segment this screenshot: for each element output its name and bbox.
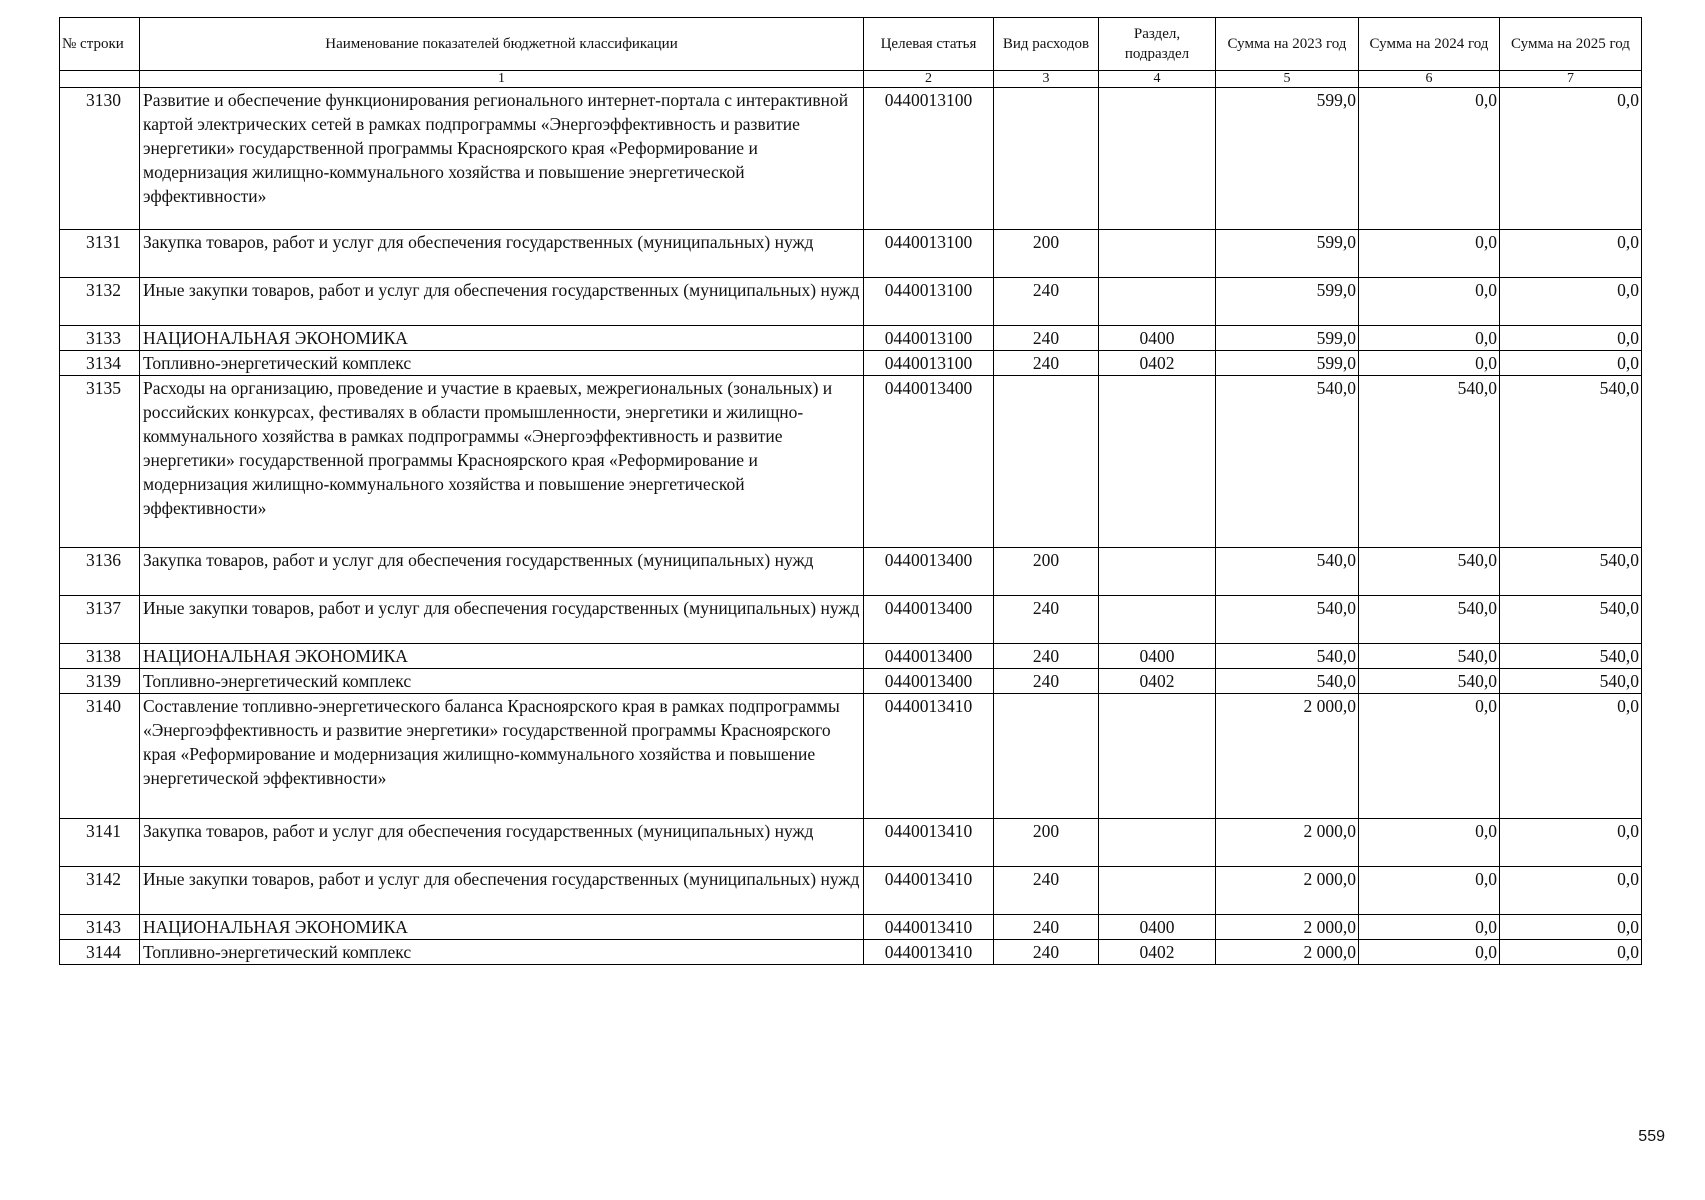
row-sum-2024: 0,0	[1359, 819, 1500, 867]
table-row	[60, 915, 1642, 940]
row-expense-type: 240	[994, 351, 1099, 376]
row-expense-type	[994, 694, 1099, 819]
row-section-code	[1099, 230, 1216, 278]
row-sum-2024: 0,0	[1359, 867, 1500, 915]
row-sum-2023: 2 000,0	[1216, 867, 1359, 915]
header-target: Целевая статья	[864, 18, 994, 71]
row-number: 3138	[60, 644, 140, 669]
row-expense-type: 240	[994, 278, 1099, 326]
row-expense-type: 240	[994, 644, 1099, 669]
row-number: 3137	[60, 596, 140, 644]
row-target-code: 0440013410	[864, 694, 994, 819]
table-row	[60, 669, 1642, 694]
column-number: 6	[1359, 71, 1500, 88]
row-sum-2023: 2 000,0	[1216, 940, 1359, 965]
column-number	[60, 71, 140, 88]
row-sum-2024: 540,0	[1359, 596, 1500, 644]
row-name: НАЦИОНАЛЬНАЯ ЭКОНОМИКА	[140, 326, 864, 351]
table-row	[60, 278, 1642, 326]
row-target-code: 0440013100	[864, 351, 994, 376]
row-number: 3135	[60, 376, 140, 548]
table-row	[60, 88, 1642, 230]
row-number: 3142	[60, 867, 140, 915]
header-expense-type: Вид расходов	[994, 18, 1099, 71]
row-number: 3140	[60, 694, 140, 819]
row-sum-2024: 0,0	[1359, 940, 1500, 965]
row-number: 3133	[60, 326, 140, 351]
row-sum-2024: 0,0	[1359, 351, 1500, 376]
row-name: Топливно-энергетический комплекс	[140, 940, 864, 965]
table-row	[60, 351, 1642, 376]
row-sum-2023: 599,0	[1216, 88, 1359, 230]
row-sum-2025: 0,0	[1500, 351, 1642, 376]
row-sum-2024: 0,0	[1359, 278, 1500, 326]
table-row	[60, 867, 1642, 915]
row-expense-type	[994, 376, 1099, 548]
row-name: Составление топливно-энергетического баланса Красноярского края в рамках подпрограммы «Энергоэффективность и развитие энергетики» государственной программы Красноярского края «Реформирование и модернизация жилищно-коммунального хозяйства и повышение энергетической эффективности»	[140, 694, 864, 819]
budget-table	[59, 17, 1642, 965]
header-row	[60, 18, 1642, 71]
row-sum-2025: 0,0	[1500, 915, 1642, 940]
row-number: 3134	[60, 351, 140, 376]
header-sum-2023: Сумма на 2023 год	[1216, 18, 1359, 71]
page-number: 559	[1638, 1128, 1665, 1145]
row-target-code: 0440013400	[864, 669, 994, 694]
row-expense-type: 240	[994, 940, 1099, 965]
table-row	[60, 694, 1642, 819]
row-name: Закупка товаров, работ и услуг для обеспечения государственных (муниципальных) нужд	[140, 230, 864, 278]
row-name: Закупка товаров, работ и услуг для обеспечения государственных (муниципальных) нужд	[140, 548, 864, 596]
column-number-row	[60, 71, 1642, 88]
header-sum-2025: Сумма на 2025 год	[1500, 18, 1642, 71]
row-section-code: 0400	[1099, 915, 1216, 940]
row-sum-2024: 540,0	[1359, 548, 1500, 596]
row-expense-type: 240	[994, 669, 1099, 694]
row-section-code: 0402	[1099, 669, 1216, 694]
row-sum-2023: 540,0	[1216, 596, 1359, 644]
row-name: Иные закупки товаров, работ и услуг для обеспечения государственных (муниципальных) нужд	[140, 278, 864, 326]
row-target-code: 0440013410	[864, 867, 994, 915]
row-sum-2023: 2 000,0	[1216, 694, 1359, 819]
column-number: 3	[994, 71, 1099, 88]
row-expense-type: 200	[994, 548, 1099, 596]
row-name: НАЦИОНАЛЬНАЯ ЭКОНОМИКА	[140, 644, 864, 669]
row-sum-2025: 0,0	[1500, 940, 1642, 965]
header-name: Наименование показателей бюджетной классификации	[140, 18, 864, 71]
row-section-code: 0400	[1099, 644, 1216, 669]
row-sum-2023: 599,0	[1216, 278, 1359, 326]
row-expense-type: 200	[994, 230, 1099, 278]
row-sum-2023: 540,0	[1216, 376, 1359, 548]
row-expense-type: 240	[994, 915, 1099, 940]
table-row	[60, 644, 1642, 669]
row-target-code: 0440013410	[864, 915, 994, 940]
row-sum-2024: 540,0	[1359, 669, 1500, 694]
row-section-code	[1099, 596, 1216, 644]
row-sum-2023: 2 000,0	[1216, 819, 1359, 867]
row-sum-2025: 0,0	[1500, 819, 1642, 867]
row-sum-2024: 540,0	[1359, 644, 1500, 669]
row-target-code: 0440013400	[864, 376, 994, 548]
row-target-code: 0440013400	[864, 644, 994, 669]
row-sum-2024: 0,0	[1359, 230, 1500, 278]
row-target-code: 0440013100	[864, 326, 994, 351]
row-name: Топливно-энергетический комплекс	[140, 669, 864, 694]
row-target-code: 0440013410	[864, 819, 994, 867]
row-sum-2025: 540,0	[1500, 644, 1642, 669]
row-sum-2025: 0,0	[1500, 88, 1642, 230]
row-section-code	[1099, 278, 1216, 326]
row-expense-type: 240	[994, 596, 1099, 644]
row-expense-type	[994, 88, 1099, 230]
column-number: 4	[1099, 71, 1216, 88]
column-number: 7	[1500, 71, 1642, 88]
row-sum-2024: 0,0	[1359, 88, 1500, 230]
row-section-code	[1099, 694, 1216, 819]
row-target-code: 0440013100	[864, 278, 994, 326]
row-target-code: 0440013100	[864, 230, 994, 278]
row-sum-2023: 540,0	[1216, 669, 1359, 694]
row-sum-2024: 0,0	[1359, 694, 1500, 819]
row-sum-2025: 540,0	[1500, 376, 1642, 548]
row-sum-2025: 0,0	[1500, 694, 1642, 819]
header-section: Раздел, подраздел	[1099, 18, 1216, 71]
row-name: Развитие и обеспечение функционирования регионального интернет-портала с интерактивной картой электрических сетей в рамках подпрограммы «Энергоэффективность и развитие энергетики» государственной программы Красноярского края «Реформирование и модернизация жилищно-коммунального хозяйства и повышение энергетической эффективности»	[140, 88, 864, 230]
row-sum-2023: 599,0	[1216, 230, 1359, 278]
row-number: 3130	[60, 88, 140, 230]
row-target-code: 0440013410	[864, 940, 994, 965]
row-number: 3139	[60, 669, 140, 694]
row-number: 3144	[60, 940, 140, 965]
row-section-code: 0402	[1099, 940, 1216, 965]
table-row	[60, 819, 1642, 867]
row-section-code	[1099, 867, 1216, 915]
header-sum-2024: Сумма на 2024 год	[1359, 18, 1500, 71]
row-sum-2023: 540,0	[1216, 644, 1359, 669]
row-sum-2024: 0,0	[1359, 326, 1500, 351]
row-number: 3132	[60, 278, 140, 326]
row-sum-2025: 0,0	[1500, 278, 1642, 326]
table-body	[60, 88, 1642, 965]
row-name: Расходы на организацию, проведение и участие в краевых, межрегиональных (зональных) и российских конкурсах, фестивалях в области промышленности, энергетики и жилищно-коммунального хозяйства в рамках подпрограммы «Энергоэффективность и развитие энергетики» государственной программы Красноярского края «Реформирование и модернизация жилищно-коммунального хозяйства и повышение энергетической эффективности»	[140, 376, 864, 548]
row-target-code: 0440013400	[864, 596, 994, 644]
row-number: 3136	[60, 548, 140, 596]
row-number: 3143	[60, 915, 140, 940]
column-number: 5	[1216, 71, 1359, 88]
table-row	[60, 376, 1642, 548]
row-sum-2025: 540,0	[1500, 669, 1642, 694]
row-sum-2023: 540,0	[1216, 548, 1359, 596]
row-sum-2023: 2 000,0	[1216, 915, 1359, 940]
row-sum-2025: 0,0	[1500, 867, 1642, 915]
row-sum-2025: 0,0	[1500, 326, 1642, 351]
column-number: 2	[864, 71, 994, 88]
table-row	[60, 230, 1642, 278]
row-expense-type: 240	[994, 326, 1099, 351]
row-expense-type: 240	[994, 867, 1099, 915]
header-row-no: № строки	[60, 18, 140, 71]
row-sum-2023: 599,0	[1216, 326, 1359, 351]
row-section-code	[1099, 819, 1216, 867]
row-name: Иные закупки товаров, работ и услуг для обеспечения государственных (муниципальных) нужд	[140, 596, 864, 644]
table-row	[60, 596, 1642, 644]
row-section-code: 0400	[1099, 326, 1216, 351]
table-row	[60, 326, 1642, 351]
row-name: НАЦИОНАЛЬНАЯ ЭКОНОМИКА	[140, 915, 864, 940]
row-section-code	[1099, 88, 1216, 230]
row-section-code	[1099, 548, 1216, 596]
table-row	[60, 548, 1642, 596]
row-sum-2024: 540,0	[1359, 376, 1500, 548]
row-sum-2023: 599,0	[1216, 351, 1359, 376]
row-sum-2025: 0,0	[1500, 230, 1642, 278]
row-expense-type: 200	[994, 819, 1099, 867]
row-sum-2024: 0,0	[1359, 915, 1500, 940]
row-name: Топливно-энергетический комплекс	[140, 351, 864, 376]
row-number: 3131	[60, 230, 140, 278]
row-name: Иные закупки товаров, работ и услуг для обеспечения государственных (муниципальных) нужд	[140, 867, 864, 915]
column-number: 1	[140, 71, 864, 88]
row-section-code	[1099, 376, 1216, 548]
row-section-code: 0402	[1099, 351, 1216, 376]
table-row	[60, 940, 1642, 965]
row-sum-2025: 540,0	[1500, 548, 1642, 596]
row-sum-2025: 540,0	[1500, 596, 1642, 644]
row-name: Закупка товаров, работ и услуг для обеспечения государственных (муниципальных) нужд	[140, 819, 864, 867]
row-number: 3141	[60, 819, 140, 867]
row-target-code: 0440013400	[864, 548, 994, 596]
row-target-code: 0440013100	[864, 88, 994, 230]
